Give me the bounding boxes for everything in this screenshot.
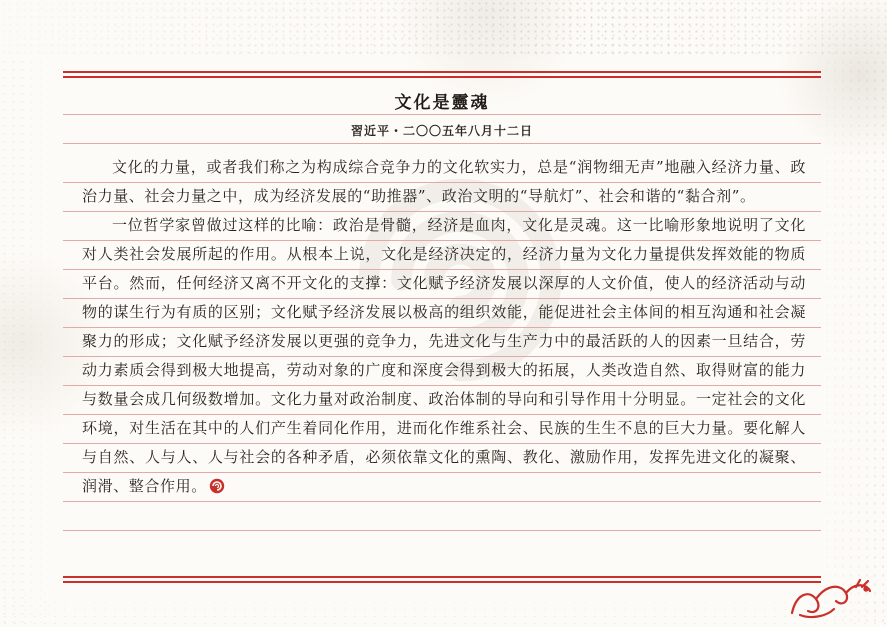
title-underline: [63, 114, 821, 115]
byline-underline: [63, 143, 821, 144]
document-body: [82, 153, 806, 501]
ruled-line: [63, 501, 821, 502]
top-double-rule: [63, 71, 821, 78]
speckle-texture-bottom: [0, 585, 887, 627]
document-byline: 習近平・二〇〇五年八月十二日: [350, 124, 533, 138]
dragon-decoration-icon: [786, 575, 876, 620]
paragraph-text: 一位哲学家曾做过这样的比喻：政治是骨髓，经济是血肉，文化是灵魂。这一比喻形象地说明了文化对人类社会发展所起的作用。从根本上说，文化是经济决定的，经济力量为文化力量提供发挥效能的物质平台。然而，任何经济又离不开文化的支撑：文化赋予经济发展以深厚的人文价值，使人的经济活动与动物的谋生行为有质的区别；文化赋予经济发展以极高的组织效能，能促进社会主体间的相互沟通和社会凝聚力的形成；文化赋予经济发展以更强的竞争力，先进文化与生产力中的最活跃的人的因素一旦结合，劳动力素质会得到极大地提高，劳动对象的广度和深度会得到极大的拓展，人类改造自然、取得财富的能力与数量会成几何级数增加。文化力量对政治制度、政治体制的导向和引导作用十分明显。一定社会的文化环境，对生活在其中的人们产生着同化作用，进而化作维系社会、民族的生生不息的巨大力量。要化解人与自然、人与人、人与社会的各种矛盾，必须依靠文化的熏陶、教化、激励作用，发挥先进文化的凝聚、润滑、整合作用。: [82, 216, 806, 495]
ruled-line: [63, 530, 821, 531]
speckle-texture-top: [0, 0, 887, 58]
paragraph: [82, 211, 806, 501]
bottom-double-rule: [63, 576, 821, 583]
swirl-end-icon: [209, 478, 225, 494]
speckle-texture-left: [0, 58, 70, 627]
paragraph: 文化的力量，或者我们称之为构成综合竞争力的文化软实力，总是“润物细无声”地融入经济力量、政治力量、社会力量之中，成为经济发展的“助推器”、政治文明的“导航灯”、社会和谐的“黏合剂”。: [82, 158, 806, 205]
document-title: 文化是靈魂: [394, 93, 490, 113]
